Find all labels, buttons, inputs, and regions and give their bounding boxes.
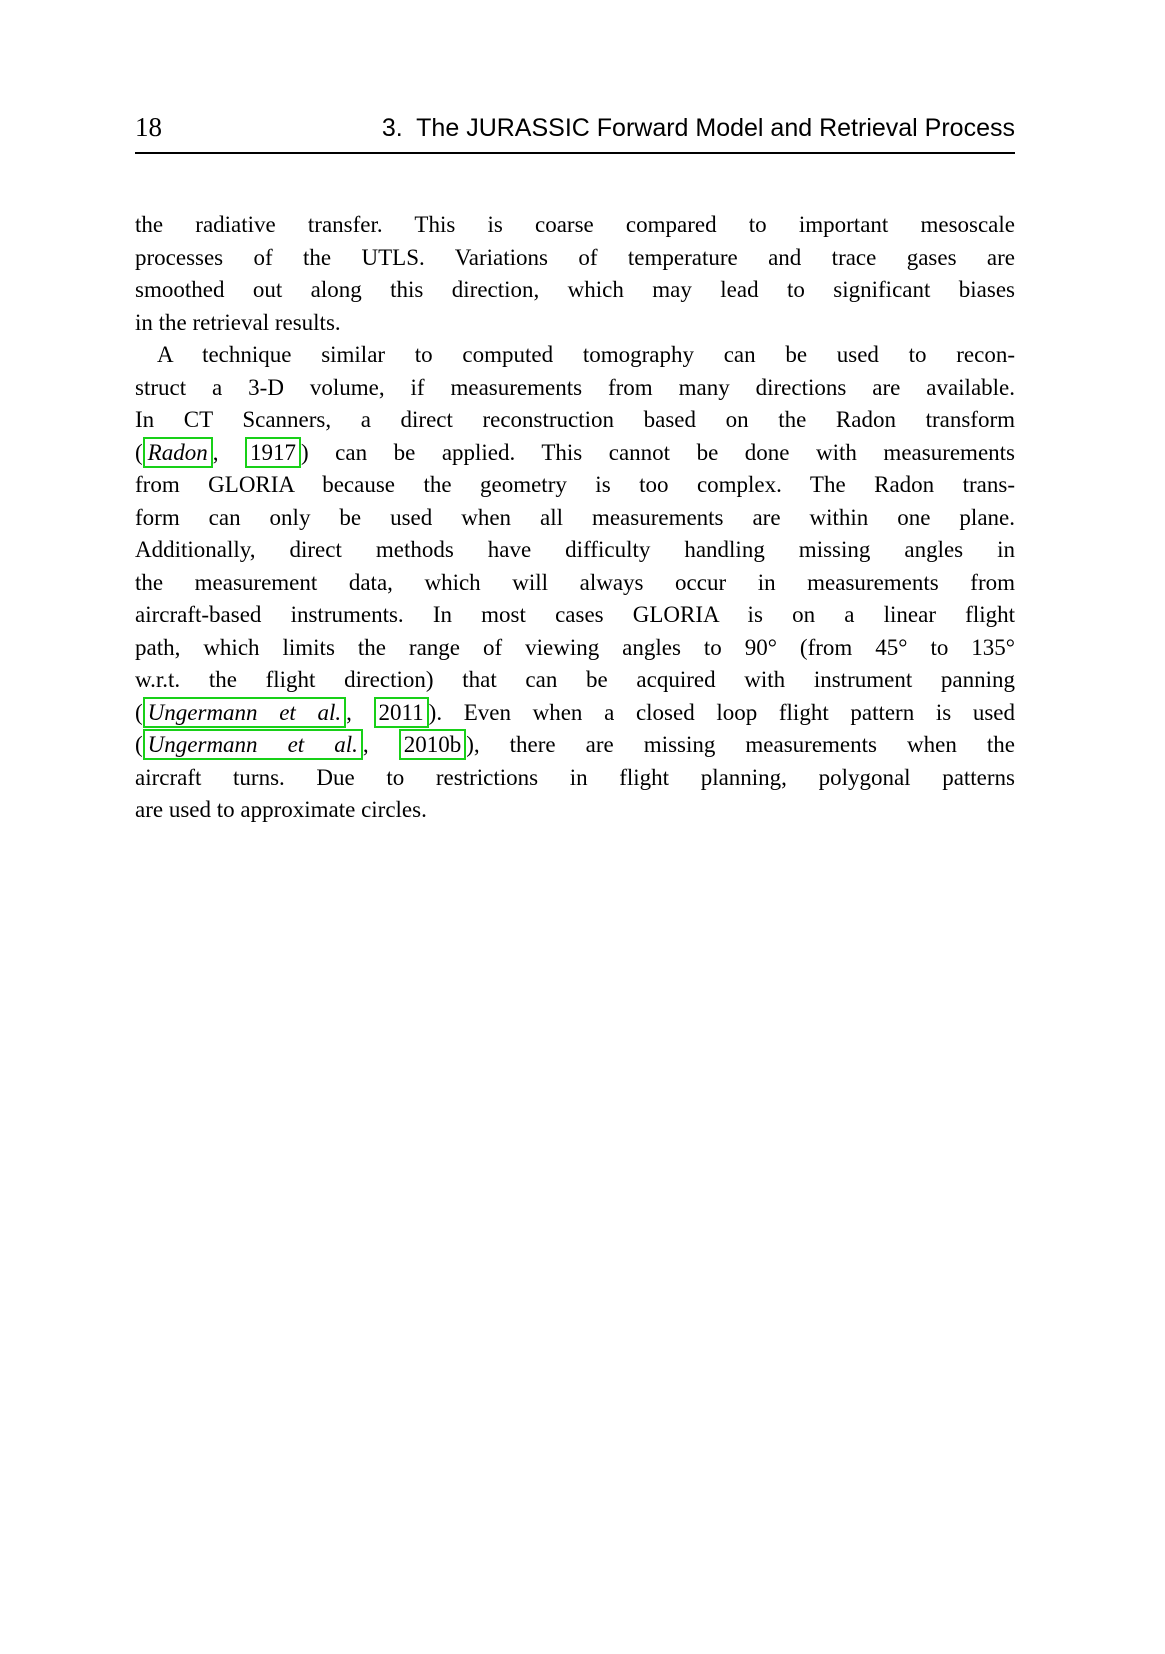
body-text-segment: (	[135, 439, 143, 465]
text-line	[135, 664, 1015, 697]
body-text-segment: ), there are missing measurements when the	[466, 732, 1016, 757]
body-text-segment: A technique similar to computed tomography can be used to recon-	[157, 342, 1015, 367]
text-line	[135, 339, 1015, 372]
citation-author-link[interactable]: Ungermann et al.	[143, 729, 363, 760]
body-text-segment: (	[135, 699, 143, 725]
body-text-segment: from GLORIA because the geometry is too complex. The Radon trans-	[135, 472, 1015, 497]
body-text-segment: ,	[346, 699, 374, 725]
body-text-segment: ,	[212, 439, 245, 465]
text-line	[135, 632, 1015, 665]
text-line	[135, 729, 1015, 762]
chapter-title: 3. The JURASSIC Forward Model and Retrieval Process	[381, 114, 1015, 142]
body-text-segment: ,	[362, 732, 399, 757]
page-body	[135, 209, 1015, 827]
citation-year-link[interactable]: 1917	[245, 437, 301, 468]
text-line	[135, 567, 1015, 600]
body-text-segment: (	[135, 732, 143, 757]
text-line	[135, 469, 1015, 502]
body-text-segment: processes of the UTLS. Variations of temperature and trace gases are	[135, 244, 1015, 270]
body-text-segment: in the retrieval results.	[135, 309, 341, 335]
page-header	[135, 112, 1015, 154]
body-text-segment: aircraft-based instruments. In most cases GLORIA is on a linear flight	[135, 602, 1015, 627]
text-line	[135, 794, 1015, 827]
citation-year-link[interactable]: 2010b	[399, 729, 467, 760]
body-text-segment: aircraft turns. Due to restrictions in flight planning, polygonal patterns	[135, 764, 1015, 790]
body-text-segment: form can only be used when all measurements are within one plane.	[135, 504, 1015, 530]
body-text-segment: the measurement data, which will always occur in measurements from	[135, 569, 1015, 595]
text-line	[135, 404, 1015, 437]
body-text-segment: smoothed out along this direction, which may lead to significant biases	[135, 277, 1015, 302]
body-text-segment: the radiative transfer. This is coarse compared to important mesoscale	[135, 212, 1015, 237]
citation-year-link[interactable]: 2011	[374, 697, 429, 728]
page-number: 18	[135, 112, 162, 142]
citation-author-link[interactable]: Radon	[143, 437, 213, 468]
citation-author-link[interactable]: Ungermann et al.	[143, 697, 346, 728]
text-line	[135, 209, 1015, 242]
text-line	[135, 697, 1015, 730]
text-line	[135, 307, 1015, 340]
body-text-segment: are used to approximate circles.	[135, 797, 427, 822]
text-line	[135, 242, 1015, 275]
body-text-segment: w.r.t. the flight direction) that can be acquired with instrument panning	[135, 667, 1015, 692]
body-text-segment: Additionally, direct methods have difficulty handling missing angles in	[135, 537, 1015, 562]
body-text-segment: ) can be applied. This cannot be done with measurements	[301, 439, 1015, 465]
body-text-segment: In CT Scanners, a direct reconstruction based on the Radon transform	[135, 407, 1015, 432]
text-line	[135, 502, 1015, 535]
text-line	[135, 372, 1015, 405]
text-line	[135, 274, 1015, 307]
text-line	[135, 534, 1015, 567]
body-text-segment: ). Even when a closed loop flight pattern is used	[428, 699, 1016, 725]
text-line	[135, 762, 1015, 795]
body-text-segment: struct a 3-D volume, if measurements from many directions are available.	[135, 374, 1015, 400]
body-text-segment: path, which limits the range of viewing angles to 90° (from 45° to 135°	[135, 634, 1015, 660]
text-line	[135, 437, 1015, 470]
paragraph	[135, 339, 1015, 827]
text-line	[135, 599, 1015, 632]
paragraph	[135, 209, 1015, 339]
